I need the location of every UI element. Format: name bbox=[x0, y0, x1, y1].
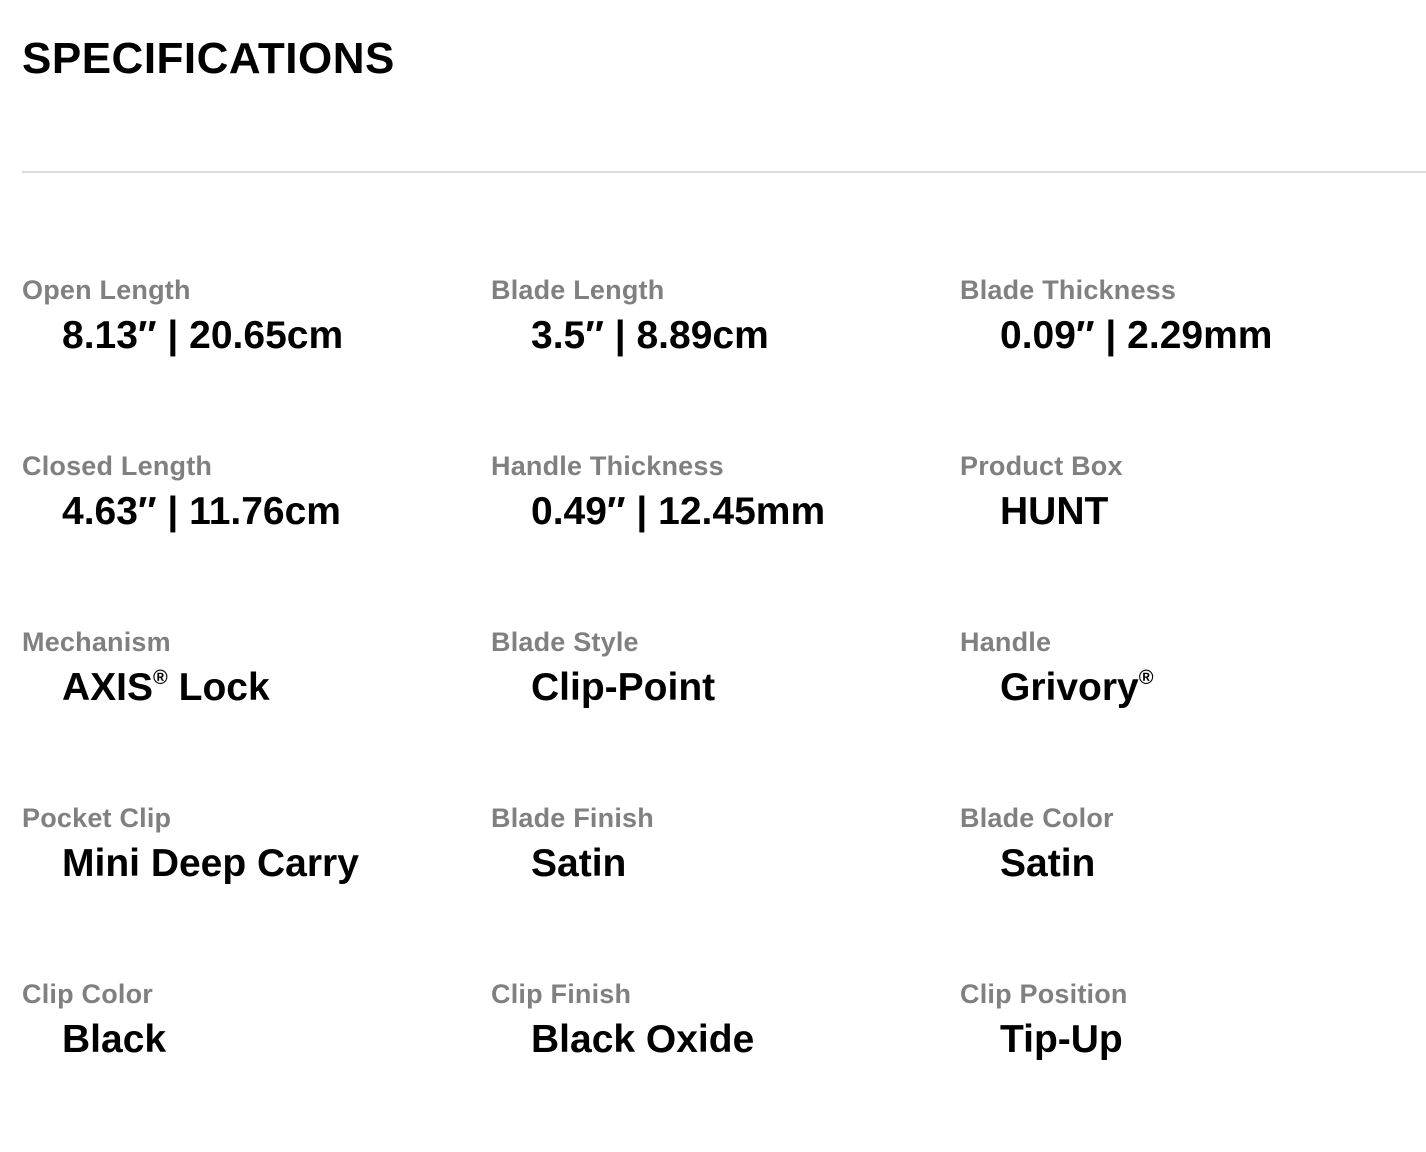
spec-mechanism bbox=[22, 624, 491, 800]
spec-value-text: 0.49″ | 12.45mm bbox=[531, 490, 826, 533]
spec-clip-color bbox=[22, 976, 491, 1152]
spec-value-text: 3.5″ | 8.89cm bbox=[531, 314, 769, 357]
spec-open-length bbox=[22, 272, 491, 448]
divider bbox=[22, 171, 1426, 173]
spec-blade-color bbox=[960, 800, 1426, 976]
spec-value-text: 0.09″ | 2.29mm bbox=[1000, 314, 1273, 357]
spec-value bbox=[531, 842, 960, 886]
spec-value-text: 4.63″ | 11.76cm bbox=[62, 490, 341, 533]
spec-label: Blade Length bbox=[491, 275, 665, 305]
spec-value bbox=[1000, 666, 1426, 710]
spec-value bbox=[1000, 842, 1426, 886]
spec-value-suffix: Lock bbox=[167, 666, 270, 709]
specs-grid bbox=[22, 272, 1426, 1152]
spec-value-text: Mini Deep Carry bbox=[62, 842, 359, 885]
spec-value-text: 8.13″ | 20.65cm bbox=[62, 314, 344, 357]
spec-label: Closed Length bbox=[22, 451, 213, 481]
spec-product-box bbox=[960, 448, 1426, 624]
spec-blade-length bbox=[491, 272, 960, 448]
spec-value bbox=[62, 842, 491, 886]
spec-label: Clip Finish bbox=[491, 979, 632, 1009]
spec-value-text: Tip-Up bbox=[1000, 1018, 1123, 1061]
spec-value bbox=[62, 666, 491, 710]
spec-label: Handle Thickness bbox=[491, 451, 724, 481]
spec-value bbox=[1000, 1018, 1426, 1062]
spec-blade-style bbox=[491, 624, 960, 800]
spec-value-text: HUNT bbox=[1000, 490, 1109, 533]
spec-blade-finish bbox=[491, 800, 960, 976]
spec-label: Handle bbox=[960, 627, 1052, 657]
spec-value-text: Satin bbox=[531, 842, 627, 885]
spec-clip-finish bbox=[491, 976, 960, 1152]
spec-label: Open Length bbox=[22, 275, 191, 305]
spec-value-text: Grivory bbox=[1000, 666, 1139, 709]
spec-value bbox=[1000, 490, 1426, 534]
spec-label: Mechanism bbox=[22, 627, 171, 657]
spec-value bbox=[531, 490, 960, 534]
spec-label: Pocket Clip bbox=[22, 803, 172, 833]
spec-handle-thickness bbox=[491, 448, 960, 624]
page-title: SPECIFICATIONS bbox=[22, 34, 395, 83]
spec-label: Product Box bbox=[960, 451, 1123, 481]
spec-value-text: Black Oxide bbox=[531, 1018, 755, 1061]
spec-pocket-clip bbox=[22, 800, 491, 976]
spec-value-text: Clip-Point bbox=[531, 666, 716, 709]
spec-value bbox=[531, 666, 960, 710]
spec-handle bbox=[960, 624, 1426, 800]
spec-value-text: AXIS bbox=[62, 666, 154, 709]
spec-closed-length bbox=[22, 448, 491, 624]
spec-value-text: Satin bbox=[1000, 842, 1096, 885]
spec-value bbox=[531, 1018, 960, 1062]
spec-label: Clip Position bbox=[960, 979, 1128, 1009]
spec-label: Blade Thickness bbox=[960, 275, 1177, 305]
registered-mark: ® bbox=[1138, 667, 1154, 689]
spec-label: Blade Finish bbox=[491, 803, 654, 833]
spec-label: Blade Color bbox=[960, 803, 1114, 833]
spec-blade-thickness bbox=[960, 272, 1426, 448]
spec-label: Clip Color bbox=[22, 979, 153, 1009]
spec-value-text: Black bbox=[62, 1018, 167, 1061]
spec-value bbox=[62, 490, 491, 534]
registered-mark: ® bbox=[153, 667, 168, 689]
spec-value bbox=[531, 314, 960, 358]
spec-clip-position bbox=[960, 976, 1426, 1152]
spec-value bbox=[62, 1018, 491, 1062]
spec-value bbox=[1000, 314, 1426, 358]
spec-value bbox=[62, 314, 491, 358]
spec-label: Blade Style bbox=[491, 627, 639, 657]
